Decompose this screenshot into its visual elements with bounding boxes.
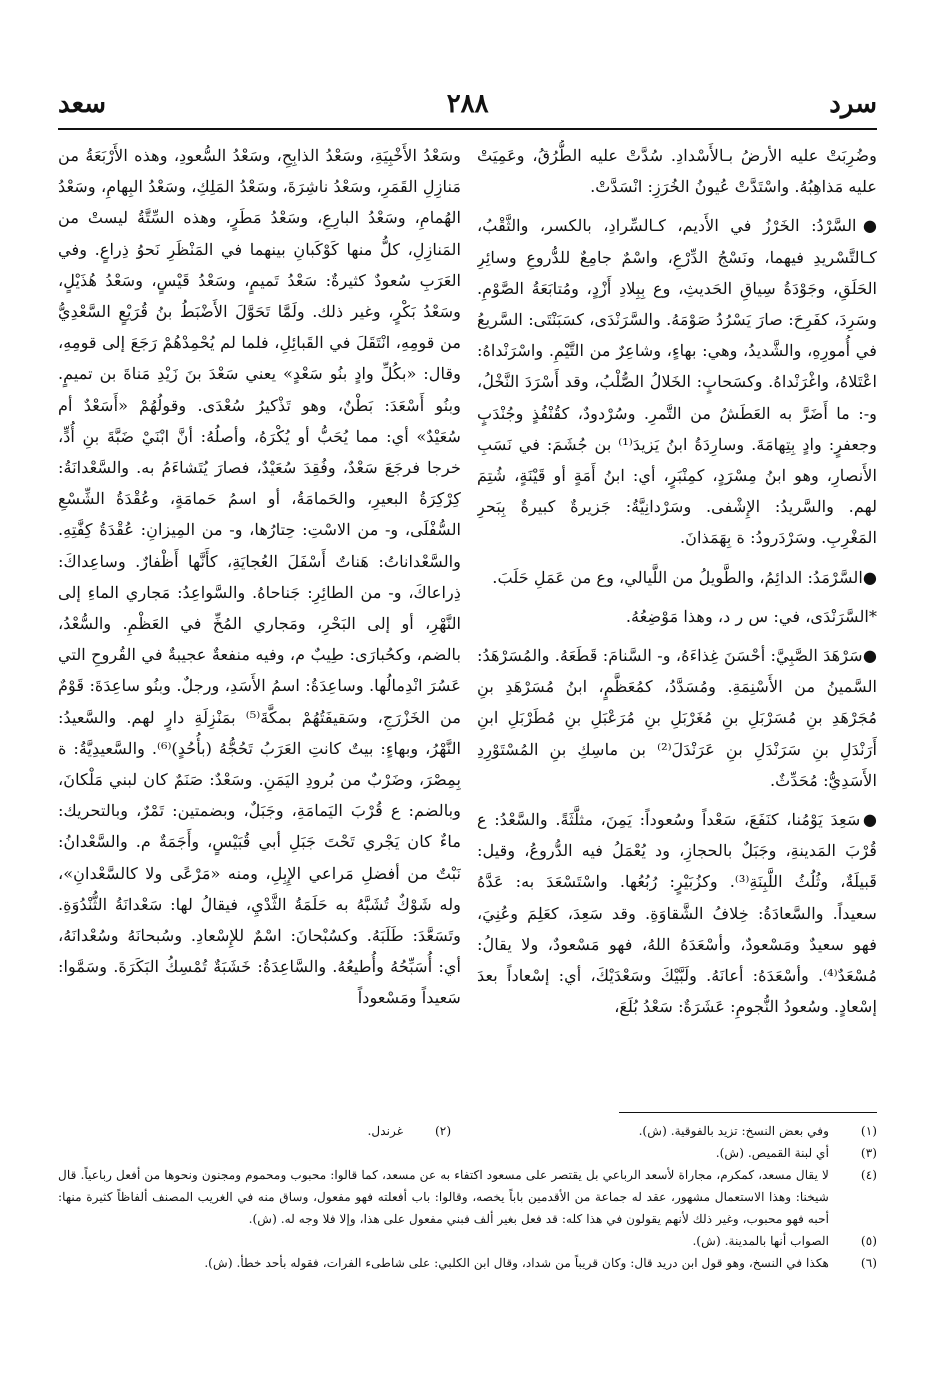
footnote-text: هكذا في النسخ، وهو قول ابن دريد قال: وكان قريباً من شداد، وقال ابن الكلبي: على شاطىء الفرات، فقوله بأحد خطأ. (ش).	[204, 1256, 829, 1270]
footnote-row	[58, 1230, 877, 1252]
footnote-number: (٥)	[860, 1234, 877, 1248]
right-column	[477, 140, 877, 1100]
footnote-text: وفي بعض النسخ: تزيد بالفوقية. (ش).	[638, 1124, 829, 1138]
page-header	[58, 86, 877, 122]
footnote-number: (٣)	[860, 1146, 877, 1160]
left-column	[58, 140, 461, 1100]
entry-sarandaa: *السَّرَنْدَى، في: س ر د، وهذا مَوْضِعُهُ.	[625, 606, 877, 626]
footnote-row	[58, 1252, 877, 1274]
page-number: ٢٨٨	[446, 89, 489, 119]
footnote-number: (٦)	[860, 1256, 877, 1270]
footnote-text: غرندل.	[367, 1124, 404, 1138]
entry-sard: ●السَّرْدُ: الخَرْزُ في الأَديم، كـالسِّرادِ، بالكسر، والثَّقْبُ، كـالتَّسْريدِ فيهما، ونَسْجُ الدِّرْعِ، واسْمٌ جامِعٌ للدُّروعِ وسائِرِ الحَلَقِ، وجَوْدَةُ سِياقِ الحَديثِ، وع بِبِلادِ أَزْدٍ، ومُتابَعَةُ الصَّوْمِ. وسَرِدَ، كفَرِحَ: صارَ يَسْرُدُ صَوْمَهُ. والسَّرَنْدَى، كسَبَنْتَى: السَّريعُ في أُمورِهِ، والشَّديدُ، وهي: بهاءٍ، وشاعِرٌ من التَّيْمِ. واسْرَنْداهُ: اعْتَلاهُ، واغْرَنْداهُ. وكسَحابٍ: الخَلالُ الصُّلْبُ، وقد أَسْرَدَ النَّخْلُ، و-: ما أَضَرَّ به العَطَشُ من التَّمرِ. وسُرْدودٌ، كقُنْفُذٍ وجُنْدَبٍ وجعفرٍ: وادٍ بِتِهامَةَ. وسارِدَةُ ابنُ يَزيدَ⁽¹⁾ بن جُشَمَ: في نَسَبِ الأَنصارِ، وهو ابنُ مِسْرَدٍ، كمِنْبَرٍ، أي: ابنُ أَمَةٍ أو قَيْنَةٍ، شُتِمَ لهم. والسَّريدُ: الإِشْفى. وسَرْدانِيَّةُ: جَزيرةٌ كبيرةٌ بِبَحرِ المَغْرِبِ. وسَرْدَرودُ: ة بِهَمَذانَ.	[477, 216, 877, 548]
entry-sarmad: ●السَّرْمَدُ: الدائِمُ، والطَّويلُ من اللَّيالي، وع من عَمَلِ حَلَبَ.	[492, 567, 877, 587]
footnote-number: (١)	[860, 1124, 877, 1138]
footnote-row	[58, 1142, 877, 1164]
header-left-word: سعد	[58, 89, 106, 119]
footnote-number: (٤)	[860, 1168, 877, 1182]
entry-saad: ●سَعِدَ يَوْمُنا، كنَفَعَ، سَعْداً وسُعوداً: يَمِنَ، مثلَّثَةً. والسَّعْدُ: ع قُرْبَ المَدينةِ، وجَبَلٌ بالحجازِ، ود يُعْمَلُ فيه الدُّروعُ، وقيل: قَبيلَةٌ، وثُلُثُ اللَّبِنَةِ⁽³⁾. وكزُبَيْرٍ: رُبُعُها. واسْتَسْعَدَ به: عَدَّهُ سعيداً. والسَّعادَةُ: خِلافُ الشَّقاوَةِ. وقد سَعِدَ، كعَلِمَ وعُنِيَ، فهو سعيدٌ ومَسْعودٌ، وأسْعَدَهُ اللهُ، فهو مَسْعودٌ، ولا يقالُ: مُسْعَدٌ⁽⁴⁾. وأسْعَدَهُ: أعانَهُ. ولَبَّيْكَ وسَعْدَيْكَ، أي: إسْعاداً بعدَ إسْعادٍ. وسُعودُ النُّجومِ: عَشَرَةٌ: سَعْدُ بُلَعَ،	[477, 810, 877, 1017]
footnote-text: الصواب أنها بالمدينة. (ش).	[692, 1234, 829, 1248]
paragraph: وضُرِبَتْ عليه الأرضُ بـالأَسْدادِ. سُدَّتْ عليه الطُّرُقُ، وعَمِيَتْ عليه مَذاهِبُهُ. واسْتَدَّتْ عُيونُ الخُرَزِ: انْسَدَّتْ.	[477, 146, 877, 197]
footnote-number: (٢)	[435, 1124, 452, 1138]
footnote-text: لا يقال مسعد، كمكرم، مجاراة لأسعد الرباعي بل يقتصر على مسعود اكتفاء به عن مسعد، كما قالوا: محبوب ومحموم ومجنون ونحوها من أفعل رباعياً. قال شيخنا: وهذا الاستعمال مشهور، عقد له جماعة من الأقدمين باباً يخصه، وقالوا: باب أفعلته فهو مفعول، وساق منه في الغريب المصنف ألفاظاً كثيرة منها: أحبه فهو محبوب، وغير ذلك لأنهم يقولون في هذا كله: قد فعل بغير ألف فبني مفعول على هذا، وإلا فلا وجه له. (ش).	[58, 1168, 829, 1226]
footnote-row	[58, 1164, 877, 1230]
footnotes	[58, 1120, 877, 1370]
header-rule	[58, 128, 877, 130]
footnote-rule	[619, 1112, 877, 1113]
footnote-text: أي لبنة القميص. (ش).	[715, 1146, 829, 1160]
header-right-word: سرد	[829, 89, 877, 119]
paragraph: وسَعْدُ الأَخْبِيَةِ، وسَعْدُ الذابِحِ، وسَعْدُ السُّعودِ، وهذه الأَرْبَعَةُ من مَنازِلِ القَمَرِ، وسَعْدُ ناشِرَةَ، وسَعْدُ المَلِكِ، وسَعْدُ البِهامِ، وسَعْدُ الهُمامِ، وسَعْدُ البارِعِ، وسَعْدُ مَطَرٍ، وهذه السِّتَّةُ ليستْ من المَنازِلِ، كلُّ منها كَوْكَبانِ بينهما في المَنْظَرِ نَحوُ ذِراعٍ. وفي العَرَبِ سُعودٌ كثيرةٌ: سَعْدُ تَميمٍ، وسَعْدُ قَيْسٍ، وسَعْدُ هُذَيْلٍ، وسَعْدُ بَكْرٍ، وغير ذلك. ولَمَّا تَحَوَّلَ الأَضْبَطُ بنُ قُرَيْعٍ السَّعْدِيُّ من قومِهِ، انْتَقَلَ في القَبائِلِ، فلما لم يُحْمِدْهُمْ رَجَعَ إلى قومِهِ، وقال: «بكُلِّ وادٍ بنُو سَعْدٍ» يعني سَعْدَ بنَ زَيْدِ مَناةَ بن تميمٍ. وبنُو أَسْعَدَ: بَطْنٌ، وهو تَذْكيرُ سُعْدَى. وقولُهُمْ «أَسَعْدٌ أم سُعَيْدٌ» أي: مما يُحَبُّ أو يُكْرَهُ، وأصلُهُ: أنَّ ابْنَيْ ضَبَّةَ بنِ أُدٍّ، خرجا فرجَعَ سَعْدٌ، وفُقِدَ سُعَيْدٌ، فصارَ يُتَشاءَمُ به. والسَّعْدانَةُ: كِرْكِرَةُ البعيرِ، والحَمامَةُ، أو اسمُ حَمامَةٍ، وعُقْدَةُ الشِّسْعِ السُّفْلَى، و- من الاسْتِ: حِتارُها، و- من المِيزانِ: عُقْدَةُ كِفَّتِهِ. والسَّعْداناتُ: هَناتٌ أَسْفَلَ العُجايَةِ، كأَنَّها أَظْفارٌ. وساعِداكَ: ذِراعاكَ، و- من الطائِرِ: جَناحاهُ. والسَّواعِدُ: مَجاري الماءِ إلى النَّهْرِ، أو إلى البَحْرِ، ومَجاري المُخِّ في العَظْمِ. والسُّعْدُ، بالضم، وكحُبارَى: طِيبٌ م، وفيه منفعةٌ عجيبةٌ في القُروحِ التي عَسُرَ انْدِمالُها. وساعِدَةُ: اسمُ الأَسَدِ، ورجلٌ. وبنُو ساعِدَةَ: قَوْمٌ من الخَزْرَجِ، وسَقيفَتُهُمْ بمكَّةَ⁽⁵⁾ بمَنْزِلَةِ دارٍ لهم. والسَّعيدُ: النَّهْرُ، وبهاءٍ: بيتٌ كانتِ العَرَبُ تَحُجُّهُ (بأُحُدٍ)⁽⁶⁾. والسَّعيدِيَّةُ: ة بِمِصْرَ، وضَرْبٌ من بُرودِ اليَمَنِ. وسَعْدٌ: صَنَمٌ كان لبني مَلْكانَ، وبالضم: ع قُرْبَ اليَمامَةِ، وجَبَلٌ، وبضمتين: تَمْرٌ، وبالتحريك: ماءٌ كان يَجْري تَحْتَ جَبَلِ أبي قُبَيْسٍ، وأَجَمَةٌ م. والسَّعْدانُ: نَبْتٌ من أفضلِ مَراعي الإِبِلِ، ومنه «مَرْعًى ولا كالسَّعْدانِ»، وله شَوْكٌ تُشَبَّهُ به حَلَمَةُ الثَّدْيِ، فيقالُ لها: سَعْدانَةُ الثُّنْدُوَةِ. وتَسَعَّدَ: طَلَبَهُ. وكسُبْحانَ: اسْمٌ للإِسْعادِ. وسُبحانَهُ وسُعْدانَهُ، أي: أُسَبِّحُهُ وأُطيعُهُ. والسَّاعِدَةُ: خَشَبَةٌ تُمْسِكُ البَكَرَةَ. وسَمَّوا: سَعيداً ومَسْعوداً	[58, 146, 461, 1008]
entry-sarhad: ●سَرْهَدَ الصَّبِيَّ: أحْسَنَ غِذاءَهُ، و- السَّنامَ: قَطَعَهُ. والمُسَرْهَدُ: السَّمينُ من الأَسْنِمَةِ. ومُسَدَّدُ، كمُعَظَّمٍ، ابنُ مُسَرْهَدِ بنِ مُجَرْهَدِ بنِ مُسَرْبَلِ بنِ مُغَرْبَلِ بنِ مُرَعْبَلِ بنِ مُطَرْبَلِ ابنِ أَرَنْدَلِ بنِ سَرَنْدَلِ بنِ عَرَنْدَلَ⁽²⁾ بن ماسِكِ بنِ المُسْتَوْرِدِ الأَسَدِيُّ: مُحَدِّثٌ.	[477, 646, 877, 790]
footnote-row	[58, 1120, 877, 1142]
